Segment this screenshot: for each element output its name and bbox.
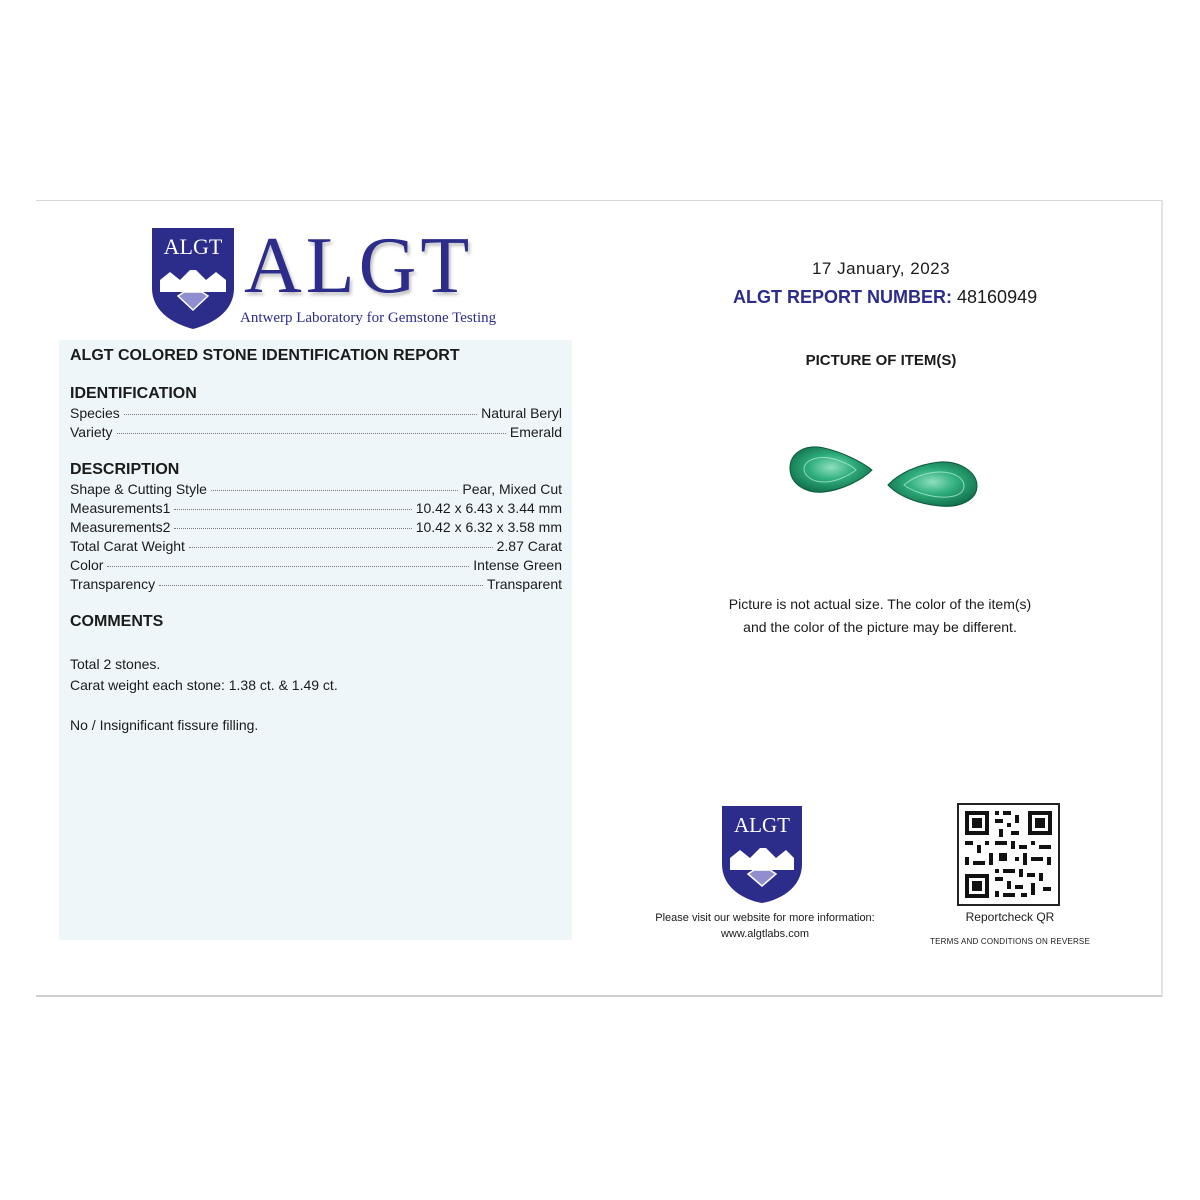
report-number-value: 48160949 xyxy=(957,287,1038,307)
website-link[interactable]: www.algtlabs.com xyxy=(720,928,810,940)
identification-heading: IDENTIFICATION xyxy=(70,385,197,402)
variety-row: Variety Emerald xyxy=(70,424,562,440)
brand-wordmark: ALGT xyxy=(244,222,474,310)
measurements1-row: Measurements1 10.42 x 6.43 x 3.44 mm xyxy=(70,500,562,516)
report-title: ALGT COLORED STONE IDENTIFICATION REPORT xyxy=(70,347,460,364)
comment-line: Total 2 stones. xyxy=(70,656,161,672)
terms-note: TERMS AND CONDITIONS ON REVERSE xyxy=(930,937,1090,946)
color-row: Color Intense Green xyxy=(70,557,562,573)
transparency-row: Transparency Transparent xyxy=(70,576,562,592)
carat-row: Total Carat Weight 2.87 Carat xyxy=(70,538,562,554)
svg-text:ALGT: ALGT xyxy=(734,813,790,837)
qr-code-icon[interactable] xyxy=(957,803,1060,906)
svg-text:ALGT: ALGT xyxy=(163,234,223,259)
picture-note: Picture is not actual size. The color of the item(s) and the color of the picture may be different. xyxy=(728,596,1032,635)
website-info: Please visit our website for more information: www.algtlabs.com xyxy=(630,910,900,942)
description-heading: DESCRIPTION xyxy=(70,461,180,478)
measurements2-row: Measurements2 10.42 x 6.32 x 3.58 mm xyxy=(70,519,562,535)
comments-heading: COMMENTS xyxy=(70,613,164,630)
species-row: Species Natural Beryl xyxy=(70,405,562,421)
report-number-label: ALGT REPORT NUMBER: xyxy=(733,287,952,307)
qr-label: Reportcheck QR xyxy=(965,910,1055,924)
brand-subtitle: Antwerp Laboratory for Gemstone Testing xyxy=(240,310,497,326)
algt-shield-icon xyxy=(720,804,804,904)
emerald-stones-image xyxy=(780,435,990,545)
comment-line: No / Insignificant fissure filling. xyxy=(70,717,259,733)
report-number xyxy=(700,287,1100,308)
shape-row: Shape & Cutting Style Pear, Mixed Cut xyxy=(70,481,562,497)
report-date: 17 January, 2023 xyxy=(811,259,951,278)
comment-line: Carat weight each stone: 1.38 ct. & 1.49 ct. xyxy=(70,677,338,693)
picture-title: PICTURE OF ITEM(S) xyxy=(805,352,957,369)
